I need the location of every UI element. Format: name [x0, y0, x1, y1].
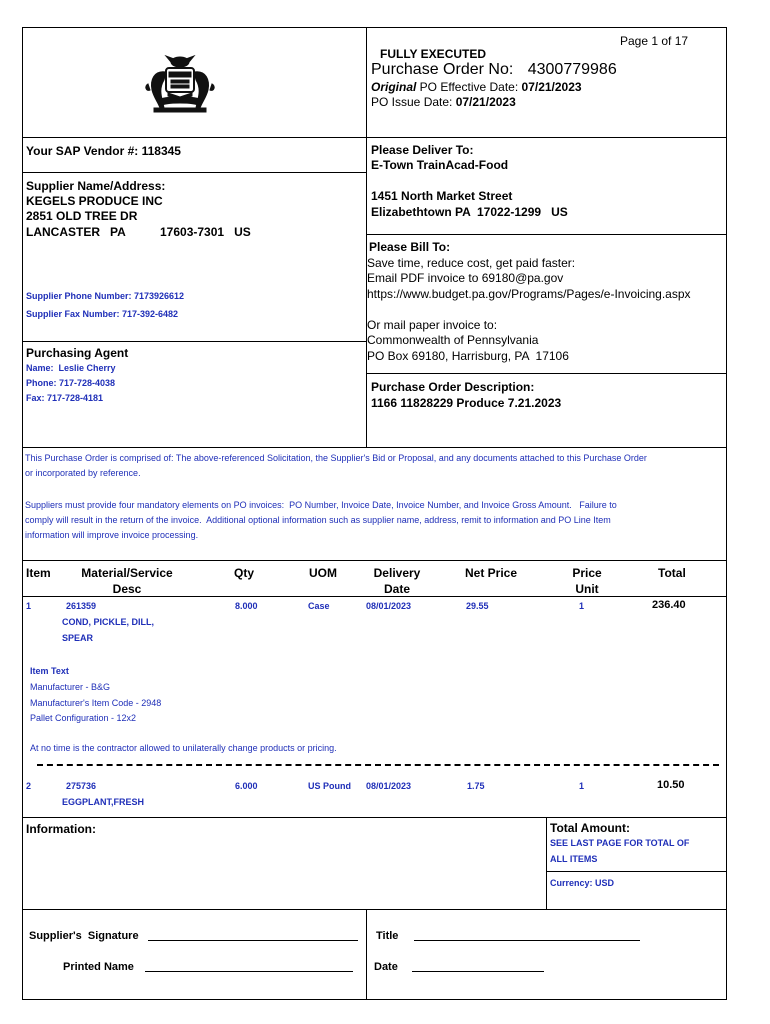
row-separator: [37, 764, 719, 766]
row-1-total: 236.40: [652, 599, 686, 611]
bill-to-label: Please Bill To:: [369, 240, 451, 254]
row-1-item: 1: [26, 601, 32, 611]
header-material: [72, 565, 182, 597]
effective-date: 07/21/2023: [521, 80, 582, 94]
supplier-name-address-label: Supplier Name/Address:: [26, 179, 166, 193]
bill-to-url: https://www.budget.pa.gov/Programs/Pages/e-Invoicing.aspx: [367, 287, 691, 301]
row-2-qty: 6.000: [235, 781, 258, 791]
row-2-uom: US Pound: [308, 781, 351, 791]
agent-phone: Phone: 717-728-4038: [26, 378, 116, 388]
deliver-to-city: Elizabethtown PA 17022-1299 US: [371, 205, 568, 219]
po-number-label: Purchase Order No:: [371, 61, 514, 78]
row-1-item-text-3: Pallet Configuration - 12x2: [30, 713, 137, 723]
issue-date-label: PO Issue Date:: [371, 95, 456, 109]
row-2-item: 2: [26, 781, 32, 791]
supplier-phone: Supplier Phone Number: 7173926612: [26, 291, 185, 301]
total-note-line-2: ALL ITEMS: [550, 854, 598, 864]
currency: Currency: USD: [550, 878, 615, 888]
header-price-unit: [562, 565, 612, 597]
agent-fax: Fax: 717-728-4181: [26, 393, 104, 403]
row-2-net-price: 1.75: [467, 781, 485, 791]
date-field[interactable]: [412, 971, 544, 972]
notes-paragraph-1-line-1: This Purchase Order is comprised of: The above-referenced Solicitation, the Supplier's Bid or Proposal, and any documents attached to this Purchase Order: [25, 453, 647, 463]
bill-to-email: Email PDF invoice to 69180@pa.gov: [367, 271, 564, 285]
row-1-desc-2: SPEAR: [62, 633, 94, 643]
original-label: Original: [371, 80, 417, 94]
row-2-desc-1: EGGPLANT,FRESH: [62, 797, 145, 807]
row-2-delivery: 08/01/2023: [366, 781, 412, 791]
total-divider: [546, 817, 547, 910]
header-item: Item: [26, 566, 51, 580]
total-amount-label: Total Amount:: [550, 821, 630, 835]
title-field[interactable]: [414, 940, 640, 941]
description-divider: [366, 373, 727, 374]
total-note-line-1: SEE LAST PAGE FOR TOTAL OF: [550, 838, 690, 848]
printed-name-field[interactable]: [145, 971, 353, 972]
row-1-material: 261359: [66, 601, 97, 611]
row-1-price-unit: 1: [579, 601, 585, 611]
row-1-net-price: 29.55: [466, 601, 489, 611]
agent-divider: [22, 341, 366, 342]
agent-name: Name: Leslie Cherry: [26, 363, 116, 373]
issue-date: 07/21/2023: [455, 95, 516, 109]
effective-date-label: PO Effective Date:: [416, 80, 522, 94]
header-delivery-line-1: Delivery: [373, 566, 421, 580]
row-1-item-text-2: Manufacturer's Item Code - 2948: [30, 698, 162, 708]
supplier-city: LANCASTER PA: [26, 225, 126, 239]
supplier-signature-field[interactable]: [148, 940, 358, 941]
header-price-unit-line-2: Unit: [575, 582, 599, 596]
row-1-delivery: 08/01/2023: [366, 601, 412, 611]
row-1-item-text-label: Item Text: [30, 666, 69, 676]
deliver-to-label: Please Deliver To:: [371, 143, 474, 157]
header-price-unit-line-1: Price: [572, 566, 602, 580]
information-label: Information:: [26, 822, 96, 836]
currency-divider: [546, 871, 727, 872]
signature-divider: [366, 909, 367, 1000]
header-qty: Qty: [234, 566, 255, 580]
header-divider: [366, 27, 367, 138]
header-material-line-1: Material/Service: [81, 566, 173, 580]
notes-paragraph-1-line-2: or incorporated by reference.: [25, 468, 141, 478]
bill-to-line-5: Commonwealth of Pennsylvania: [367, 333, 539, 347]
issue-date-line: [371, 94, 516, 110]
row-1-item-text-1: Manufacturer - B&G: [30, 682, 111, 692]
table-header-divider: [22, 596, 727, 597]
deliver-to-name: E-Town TrainAcad-Food: [371, 158, 509, 172]
po-number: 4300779986: [527, 61, 617, 78]
notes-paragraph-2-line-1: Suppliers must provide four mandatory elements on PO invoices: PO Number, Invoice Date, Invoice Number, and Invoice Gross Amount. Failure to: [25, 500, 617, 510]
date-label: Date: [374, 961, 398, 973]
row-1-note: At no time is the contractor allowed to unilaterally change products or pricing.: [30, 743, 337, 753]
supplier-name: KEGELS PRODUCE INC: [26, 194, 163, 208]
supplier-street: 2851 OLD TREE DR: [26, 209, 138, 223]
bill-to-line-1: Save time, reduce cost, get paid faster:: [367, 256, 576, 270]
row-1-uom: Case: [308, 601, 330, 611]
status-label: FULLY EXECUTED: [380, 47, 487, 61]
supplier-zip: 17603-7301 US: [160, 225, 251, 239]
po-description: 1166 11828229 Produce 7.21.2023: [371, 396, 562, 410]
po-number-line: [371, 60, 617, 80]
po-description-label: Purchase Order Description:: [371, 380, 535, 394]
effective-date-line: [371, 79, 582, 95]
row-1-qty: 8.000: [235, 601, 258, 611]
row-2-price-unit: 1: [579, 781, 585, 791]
notes-paragraph-2-line-2: comply will result in the return of the invoice. Additional optional information such as supplier name, address, remit to information and PO Line Item: [25, 515, 611, 525]
printed-name-label: Printed Name: [63, 961, 134, 973]
row-2-material: 275736: [66, 781, 97, 791]
header-net-price: Net Price: [465, 566, 518, 580]
header-total: Total: [658, 566, 686, 580]
purchasing-agent-label: Purchasing Agent: [26, 346, 129, 360]
pennsylvania-seal-icon: [140, 50, 220, 116]
header-material-line-2: Desc: [112, 582, 142, 596]
deliver-to-street: 1451 North Market Street: [371, 189, 513, 203]
vendor-divider: [22, 172, 366, 173]
header-delivery-line-2: Date: [383, 582, 410, 596]
supplier-signature-label: Supplier's Signature: [29, 930, 139, 942]
header-delivery-date: [366, 565, 428, 597]
title-label: Title: [376, 930, 399, 942]
header-uom: UOM: [309, 566, 337, 580]
row-2-total: 10.50: [657, 779, 685, 791]
supplier-fax: Supplier Fax Number: 717-392-6482: [26, 309, 179, 319]
bill-divider: [366, 234, 727, 235]
notes-paragraph-2-line-3: information will improve invoice processing.: [25, 530, 199, 540]
sap-vendor-number: Your SAP Vendor #: 118345: [26, 144, 181, 158]
bill-to-line-6: PO Box 69180, Harrisburg, PA 17106: [367, 349, 569, 363]
bill-to-line-4: Or mail paper invoice to:: [367, 318, 498, 332]
signature-section: [22, 909, 727, 1000]
row-1-desc-1: COND, PICKLE, DILL,: [62, 617, 154, 627]
page-number: Page 1 of 17: [620, 34, 689, 48]
